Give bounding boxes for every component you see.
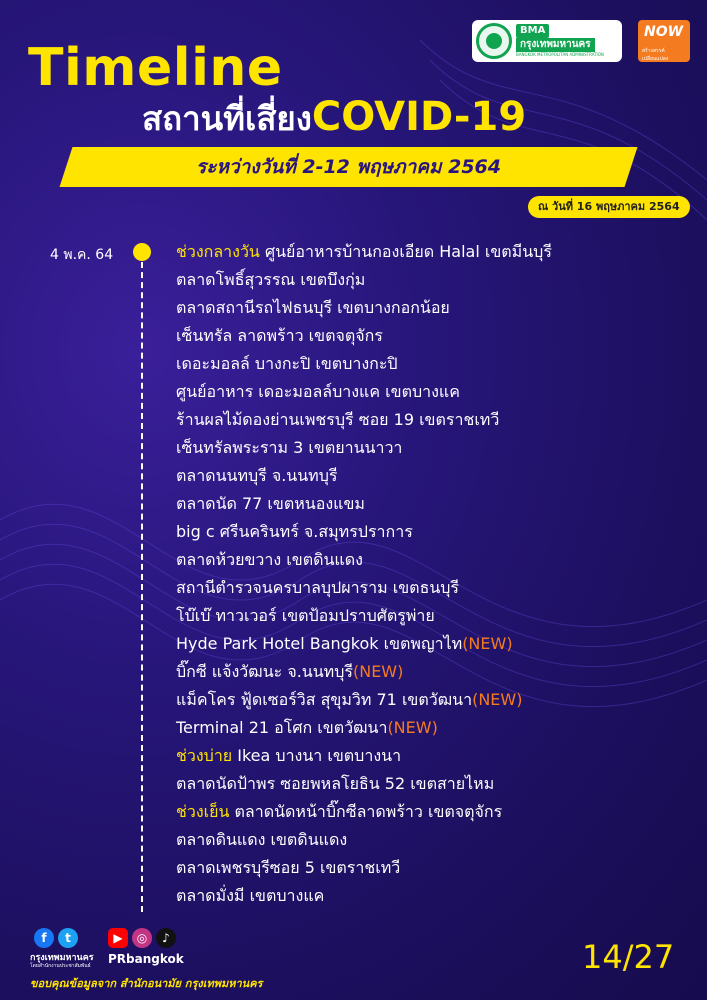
timeline-entry — [176, 882, 552, 910]
entry-location: ศูนย์อาหาร เดอะมอลล์บางแค เขตบางแค — [176, 382, 460, 401]
timeline-entry — [176, 434, 552, 462]
entry-period: ช่วงเย็น — [176, 802, 235, 821]
timeline-entry — [176, 294, 552, 322]
entry-period: ช่วงบ่าย — [176, 746, 238, 765]
as-of-badge: ณ วันที่ 16 พฤษภาคม 2564 — [528, 196, 690, 218]
subtitle-prefix: สถานที่เสี่ยง — [142, 99, 312, 138]
entry-new-tag: (NEW) — [387, 718, 438, 737]
bma-seal-icon — [476, 23, 512, 59]
timeline-entry — [176, 546, 552, 574]
entry-location: Terminal 21 อโศก เขตวัฒนา — [176, 718, 388, 737]
entry-location: เดอะมอลล์ บางกะปิ เขตบางกะปิ — [176, 354, 398, 373]
timeline-line — [141, 262, 143, 912]
entry-location: Ikea บางนา เขตบางนา — [237, 746, 402, 765]
bma-logo — [472, 20, 622, 62]
timeline-entry — [176, 462, 552, 490]
footer-credit: ขอบคุณข้อมูลจาก สำนักอนามัย กรุงเทพมหานคร — [30, 977, 263, 990]
entry-location: ร้านผลไม้ดองย่านเพชรบุรี ซอย 19 เขตราชเทวี — [176, 410, 500, 429]
timeline-entry — [176, 686, 552, 714]
entry-location: ตลาดนัด 77 เขตหนองแขม — [176, 494, 365, 513]
now-logo-sub: สร้างสรรค์ เปลี่ยนแปลง — [642, 48, 669, 62]
instagram-icon: ◎ — [132, 928, 152, 948]
page-title: Timeline — [28, 38, 283, 98]
entry-location: โบ๊เบ๊ ทาวเวอร์ เขตป้อมปราบศัตรูพ่าย — [176, 606, 435, 625]
entry-location: บิ๊กซี แจ้งวัฒนะ จ.นนทบุรี — [176, 662, 353, 681]
entry-location: ศูนย์อาหารบ้านกองเอียด Halal เขตมีนบุรี — [264, 242, 552, 261]
page-subtitle — [142, 95, 526, 141]
footer-org: กรุงเทพมหานคร — [30, 953, 94, 963]
entry-location: ตลาดสถานีรถไฟธนบุรี เขตบางกอกน้อย — [176, 298, 450, 317]
timeline-entry — [176, 378, 552, 406]
subtitle-covid: COVID-19 — [311, 94, 527, 140]
entry-location: big c ศรีนครินทร์ จ.สมุทรปราการ — [176, 522, 413, 541]
timeline-entry — [176, 602, 552, 630]
youtube-icon: ▶ — [108, 928, 128, 948]
entry-location: ตลาดห้วยขวาง เขตดินแดง — [176, 550, 363, 569]
page-number: 14/27 — [582, 938, 675, 976]
twitter-icon: t — [58, 928, 78, 948]
entry-location: ตลาดดินแดง เขตดินแดง — [176, 830, 348, 849]
timeline-entry — [176, 826, 552, 854]
bma-logo-text: BMA — [516, 24, 549, 38]
entry-location: ตลาดเพชรบุรีซอย 5 เขตราชเทวี — [176, 858, 401, 877]
entry-location: แม็คโคร ฟู้ดเซอร์วิส สุขุมวิท 71 เขตวัฒนา — [176, 690, 473, 709]
entry-location: ตลาดมั่งมี เขตบางแค — [176, 886, 325, 905]
footer-pr-handle: PRbangkok — [108, 952, 184, 966]
entry-location: ตลาดนนทบุรี จ.นนทบุรี — [176, 466, 338, 485]
timeline-entry — [176, 518, 552, 546]
timeline-entry — [176, 350, 552, 378]
footer-org-sub: โดยสำนักงานประชาสัมพันธ์ — [30, 963, 91, 969]
timeline-entry — [176, 266, 552, 294]
date-range: ระหว่างวันที่ 2-12 พฤษภาคม 2564 — [196, 156, 501, 178]
bma-logo-english: BANGKOK METROPOLITAN ADMINISTRATION — [516, 52, 604, 57]
now-logo-text: NOW — [644, 24, 684, 40]
timeline-entry — [176, 770, 552, 798]
now-logo — [638, 20, 690, 62]
tiktok-icon: ♪ — [156, 928, 176, 948]
timeline-entry — [176, 658, 552, 686]
timeline-entry — [176, 742, 552, 770]
timeline-entry — [176, 798, 552, 826]
timeline-date: 4 พ.ค. 64 — [50, 247, 114, 263]
timeline-entries — [176, 238, 552, 910]
timeline-entry — [176, 714, 552, 742]
entry-location: Hyde Park Hotel Bangkok เขตพญาไท — [176, 634, 463, 653]
entry-new-tag: (NEW) — [472, 690, 523, 709]
timeline-entry — [176, 238, 552, 266]
entry-new-tag: (NEW) — [352, 662, 404, 681]
facebook-icon: f — [34, 928, 54, 948]
entry-location: ตลาดโพธิ์สุวรรณ เขตบึงกุ่ม — [176, 270, 366, 289]
entry-location: สถานีตำรวจนครบาลบุปผาราม เขตธนบุรี — [176, 578, 460, 597]
timeline-entry — [176, 854, 552, 882]
entry-location: ตลาดนัดหน้าบิ๊กซีลาดพร้าว เขตจตุจักร — [234, 802, 503, 821]
entry-location: เซ็นทรัล ลาดพร้าว เขตจตุจักร — [176, 326, 383, 345]
bma-logo-thai: กรุงเทพมหานคร — [516, 38, 595, 52]
entry-location: เซ็นทรัลพระราม 3 เขตยานนาวา — [176, 438, 403, 457]
entry-period: ช่วงกลางวัน — [176, 242, 265, 261]
timeline-dot-icon — [133, 243, 151, 261]
timeline-entry — [176, 406, 552, 434]
timeline-entry — [176, 322, 552, 350]
entry-location: ตลาดนัดป้าพร ซอยพหลโยธิน 52 เขตสายไหม — [176, 774, 495, 793]
entry-new-tag: (NEW) — [462, 634, 513, 653]
timeline-entry — [176, 574, 552, 602]
timeline-entry — [176, 490, 552, 518]
timeline-entry — [176, 630, 552, 658]
